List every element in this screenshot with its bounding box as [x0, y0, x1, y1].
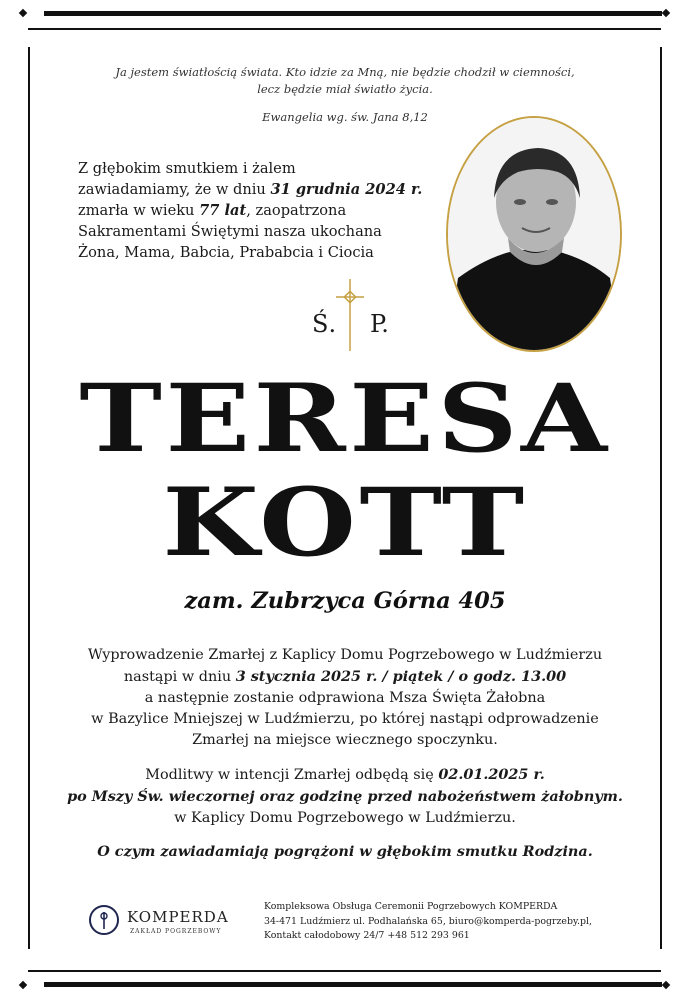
ceremony-line-2	[40, 666, 650, 688]
intro-text: zawiadamiamy, że w dniu	[78, 181, 271, 198]
intro-line-5: Żona, Mama, Babcia, Prababcia i Ciocia	[78, 244, 374, 261]
intro-text: zmarła w wieku	[78, 202, 200, 219]
logo-emblem-icon	[88, 904, 120, 936]
intro-line-4: Sakramentami Świętymi nasza ukochana	[78, 223, 382, 240]
corner-diamond	[662, 981, 670, 989]
bottom-border-thick	[44, 982, 662, 987]
ceremony-text: nastąpi w dniu	[123, 669, 236, 685]
prayer-text: Modlitwy w intencji Zmarłej odbędą się	[145, 767, 439, 783]
ceremony-line-4: w Bazylice Mniejszej w Ludźmierzu, po której nastąpi odprowadzenie	[91, 711, 599, 727]
komperda-logo	[88, 902, 238, 942]
ceremony-line-5: Zmarłej na miejsce wiecznego spoczynku.	[192, 732, 498, 748]
bottom-border-thin	[28, 970, 661, 972]
funeral-date: 3 stycznia 2025 r. / piątek / o godz. 13.00	[235, 668, 567, 685]
quote-line-2: lecz będzie miał światło życia.	[257, 82, 433, 96]
funeral-ceremony-info	[40, 645, 650, 751]
prayer-info	[40, 764, 650, 829]
corner-diamond	[19, 9, 27, 17]
sp-p: P.	[370, 310, 389, 338]
prayer-time: po Mszy Św. wieczornej oraz godzinę przed nabożeństwem żałobnym.	[67, 788, 623, 805]
prayer-line-3: w Kaplicy Domu Pogrzebowego w Ludźmierzu.	[174, 810, 516, 826]
company-line-1: Kompleksowa Obsługa Ceremonii Pogrzebowych KOMPERDA	[264, 901, 558, 912]
logo-subtitle: ZAKŁAD POGRZEBOWY	[130, 928, 222, 935]
closing-line: O czym zawiadamiają pogrążoni w głębokim smutku Rodzina.	[97, 843, 593, 860]
quote-source: Ewangelia wg. św. Jana 8,12	[262, 110, 428, 124]
bible-quote	[60, 64, 630, 98]
logo-brand: KOMPERDA	[127, 908, 229, 926]
residence-address: zam. Zubrzyca Górna 405	[184, 588, 506, 614]
company-line-2: 34-471 Ludźmierz ul. Podhalańska 65, biuro@komperda-pogrzeby.pl,	[264, 915, 592, 927]
age: 77 lat	[199, 202, 247, 219]
quote-line-1: Ja jestem światłością świata. Kto idzie za Mną, nie będzie chodził w ciemności,	[115, 65, 575, 79]
top-border-thin	[28, 28, 661, 30]
deceased-last-name: KOTT	[162, 468, 528, 578]
sp-abbreviation	[300, 306, 420, 356]
company-line-3: Kontakt całodobowy 24/7 +48 512 293 961	[264, 930, 470, 941]
deceased-first-name: TERESA	[79, 364, 611, 474]
company-info	[264, 900, 654, 944]
intro-line-1: Z głębokim smutkiem i żalem	[78, 160, 296, 177]
corner-diamond	[662, 9, 670, 17]
intro-text: , zaopatrzona	[246, 202, 347, 219]
prayer-line-1	[40, 764, 650, 786]
sp-s: Ś.	[312, 310, 337, 338]
portrait-image	[448, 118, 620, 350]
portrait-photo	[446, 116, 622, 352]
corner-diamond	[19, 981, 27, 989]
death-date: 31 grudnia 2024 r.	[270, 181, 423, 198]
top-border-thick	[44, 11, 662, 16]
prayer-date: 02.01.2025 r.	[438, 766, 545, 783]
ceremony-line-3: a następnie zostanie odprawiona Msza Święta Żałobna	[144, 690, 546, 706]
ceremony-line-1: Wyprowadzenie Zmarłej z Kaplicy Domu Pogrzebowego w Ludźmierzu	[87, 647, 603, 663]
intro-line-3	[78, 200, 458, 221]
intro-line-2	[78, 179, 458, 200]
announcement-intro	[78, 158, 458, 263]
prayer-line-2	[40, 786, 650, 808]
cross-icon	[336, 279, 364, 351]
